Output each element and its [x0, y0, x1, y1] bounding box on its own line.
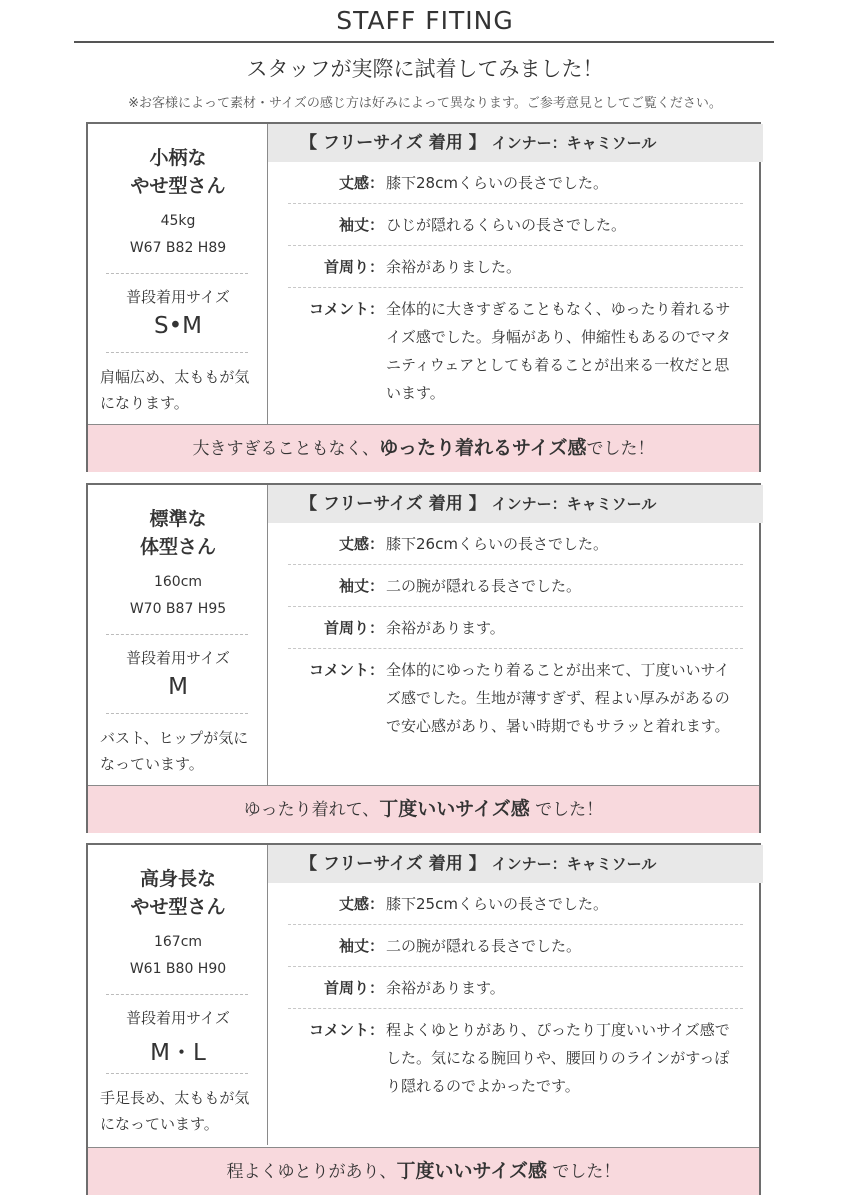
stat-measurements: W70 B87 H95: [129, 601, 227, 617]
stat-measurements: W67 B82 H89: [129, 240, 227, 256]
stat-height-weight: 45kg: [160, 213, 196, 229]
detail-row-length: [288, 883, 743, 925]
body-type-line: やせ型さん: [130, 175, 226, 197]
page-title: STAFF FITING: [336, 6, 514, 35]
divider: [106, 994, 248, 995]
detail-row-comment: [288, 288, 743, 413]
detail-value: 全体的に大きすぎることもなく、ゆったり着れるサイズ感でした。身幅があり、伸縮性もあるのでマタニティウェアとしても着ることが出来る一枚だと思います。: [386, 300, 731, 402]
summary-text: 大きすぎることもなく、: [192, 439, 380, 459]
body-stats: [88, 569, 268, 623]
inner-wear: インナー：キャミソール: [491, 134, 657, 152]
detail-row-neck: [288, 967, 743, 1009]
body-stats: [88, 208, 268, 262]
detail-value: 全体的にゆったり着ることが出来て、丁度いいサイズ感でした。生地が薄すぎず、程よい厚みがあるので安心感があり、暑い時期でもサラッと着れます。: [386, 661, 730, 735]
body-stats: [88, 929, 268, 983]
detail-row-neck: [288, 607, 743, 649]
summary-text: でした！: [586, 439, 655, 459]
stat-measurements: W61 B80 H90: [129, 961, 227, 977]
detail-key: 首周り：: [323, 258, 384, 276]
summary-banner: [88, 785, 759, 833]
detail-value: 膝下25cmくらいの長さでした。: [386, 895, 608, 913]
body-type-line: やせ型さん: [130, 896, 226, 918]
summary-banner: [88, 424, 759, 472]
detail-key: 丈感：: [338, 895, 384, 913]
staff-card-3: [86, 843, 761, 1195]
detail-value: 余裕があります。: [386, 979, 505, 997]
divider: [106, 634, 248, 635]
body-type: [88, 505, 268, 561]
detail-row-sleeve: [288, 565, 743, 607]
fitting-size: 【 フリーサイズ 着用 】: [300, 854, 486, 874]
summary-text: でした！: [529, 800, 604, 820]
staff-profile: [88, 845, 268, 1145]
usual-size-label: 普段着用サイズ: [126, 649, 230, 667]
detail-key: コメント：: [308, 300, 384, 318]
divider: [106, 1073, 248, 1074]
body-type: [88, 865, 268, 921]
detail-value: 余裕があります。: [386, 619, 505, 637]
body-type-line: 高身長な: [139, 868, 216, 890]
usual-size-value: M: [168, 674, 188, 700]
detail-value: 膝下28cmくらいの長さでした。: [386, 174, 608, 192]
detail-row-comment: [288, 649, 743, 746]
usual-size-value: M・L: [150, 1040, 206, 1066]
body-type-line: 小柄な: [149, 147, 207, 169]
staff-profile: [88, 485, 268, 785]
detail-value: 膝下26cmくらいの長さでした。: [386, 535, 608, 553]
staff-card-2: [86, 483, 761, 833]
body-concern: バスト、ヒップが気になっています。: [100, 729, 249, 773]
detail-key: 首周り：: [323, 619, 384, 637]
summary-text: でした！: [547, 1162, 621, 1182]
detail-key: 丈感：: [338, 174, 384, 192]
usual-size-label: 普段着用サイズ: [126, 1009, 230, 1027]
detail-value: 程よくゆとりがあり、ぴったり丁度いいサイズ感でした。気になる腕回りや、腰回りのラインがすっぽり隠れるのでよかったです。: [386, 1021, 730, 1095]
fitting-details: [288, 162, 743, 413]
detail-row-length: [288, 523, 743, 565]
detail-key: 袖丈：: [338, 937, 384, 955]
summary-banner: [88, 1147, 759, 1195]
title-divider: [74, 41, 774, 43]
detail-value: 余裕がありました。: [386, 258, 522, 276]
body-type-line: 標準な: [149, 508, 207, 530]
inner-wear: インナー：キャミソール: [491, 495, 657, 513]
stat-height-weight: 167cm: [153, 934, 203, 950]
detail-value: ひじが隠れるくらいの長さでした。: [386, 216, 627, 234]
staff-profile: [88, 124, 268, 424]
body-type-line: 体型さん: [139, 536, 216, 558]
fitting-details: [288, 523, 743, 746]
divider: [106, 352, 248, 353]
fitting-details: [288, 883, 743, 1106]
body-concern: 手足長め、太ももが気になっています。: [100, 1089, 250, 1133]
summary-text: ゆったり着れて、: [243, 800, 380, 820]
detail-row-sleeve: [288, 925, 743, 967]
usual-size-value: S•M: [153, 313, 202, 339]
fitting-size: 【 フリーサイズ 着用 】: [300, 133, 486, 153]
detail-key: コメント：: [308, 1021, 384, 1039]
stat-height-weight: 160cm: [153, 574, 203, 590]
staff-card-1: [86, 122, 761, 472]
summary-highlight: 丁度いいサイズ感: [379, 798, 530, 820]
detail-row-sleeve: [288, 204, 743, 246]
fitting-size: 【 フリーサイズ 着用 】: [300, 494, 486, 514]
detail-key: 丈感：: [338, 535, 384, 553]
detail-value: 二の腕が隠れる長さでした。: [386, 577, 582, 595]
divider: [106, 713, 248, 714]
fitting-header: [268, 124, 763, 162]
disclaimer-note: ※お客様によって素材・サイズの感じ方は好みによって異なります。ご参考意見としてご覧ください。: [128, 96, 722, 111]
detail-key: 袖丈：: [338, 577, 384, 595]
summary-highlight: ゆったり着れるサイズ感: [379, 437, 587, 459]
detail-key: 袖丈：: [338, 216, 384, 234]
summary-highlight: 丁度いいサイズ感: [396, 1160, 548, 1182]
detail-key: 首周り：: [323, 979, 384, 997]
body-concern: 肩幅広め、太ももが気になります。: [100, 368, 250, 412]
fitting-header: [268, 485, 763, 523]
detail-value: 二の腕が隠れる長さでした。: [386, 937, 582, 955]
body-type: [88, 144, 268, 200]
inner-wear: インナー：キャミソール: [491, 855, 657, 873]
divider: [106, 273, 248, 274]
detail-row-neck: [288, 246, 743, 288]
fitting-header: [268, 845, 763, 883]
detail-row-length: [288, 162, 743, 204]
detail-key: コメント：: [308, 661, 384, 679]
usual-size-label: 普段着用サイズ: [126, 288, 230, 306]
detail-row-comment: [288, 1009, 743, 1106]
page-subtitle: スタッフが実際に試着してみました！: [246, 57, 604, 81]
summary-text: 程よくゆとりがあり、: [226, 1162, 397, 1182]
